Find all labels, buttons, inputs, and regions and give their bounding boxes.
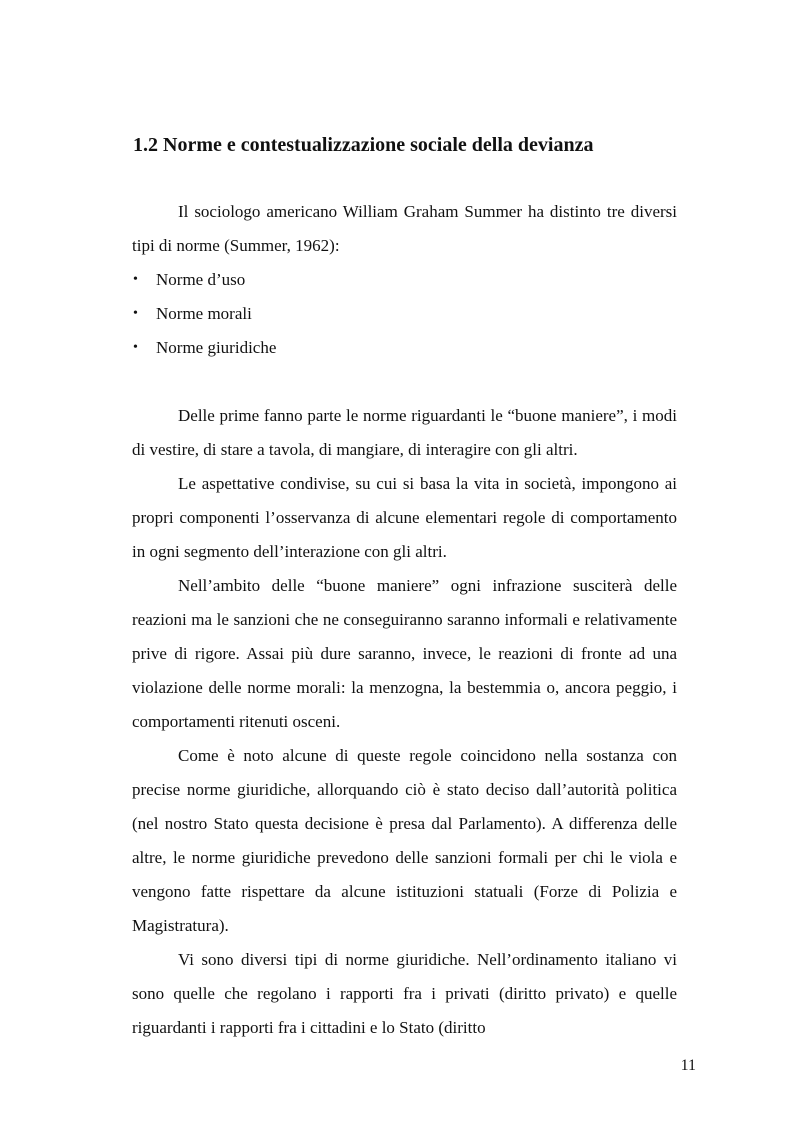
list-item-label: Norme morali <box>156 304 252 323</box>
paragraph-norme-giuridiche: Come è noto alcune di queste regole coincidono nella sostanza con precise norme giuridiche, allorquando ciò è stato deciso dall’autorità politica (nel nostro Stato questa decisione è presa dal Parlamento). A differenza delle altre, le norme giuridiche prevedono delle sanzioni formali per chi le viola e vengono fatte rispettare da alcune istituzioni statuali (Forze di Polizia e Magistratura). <box>132 746 677 935</box>
bullet-icon: • <box>133 272 138 287</box>
list-item <box>132 297 677 331</box>
paragraph-infrazioni: Nell’ambito delle “buone maniere” ogni infrazione susciterà delle reazioni ma le sanzioni che ne conseguiranno saranno informali e relativamente prive di rigore. Assai più dure saranno, invece, le reazioni di fronte ad una violazione delle norme morali: la menzogna, la bestemmia o, ancora peggio, i comportamenti ritenuti osceni. <box>132 576 677 731</box>
section-heading: 1.2 Norme e contestualizzazione sociale della devianza <box>133 134 594 156</box>
intro-paragraph: Il sociologo americano William Graham Summer ha distinto tre diversi tipi di norme (Summer, 1962): <box>132 202 677 255</box>
paragraph-aspettative: Le aspettative condivise, su cui si basa la vita in società, impongono ai propri componenti l’osservanza di alcune elementari regole di comportamento in ogni segmento dell’interazione con gli altri. <box>132 474 677 561</box>
norm-types-list <box>132 263 677 365</box>
list-item <box>132 263 677 297</box>
page-number: 11 <box>680 1057 696 1074</box>
paragraph-buone-maniere: Delle prime fanno parte le norme riguardanti le “buone maniere”, i modi di vestire, di stare a tavola, di mangiare, di interagire con gli altri. <box>132 406 677 459</box>
list-item <box>132 331 677 365</box>
paragraph-tipi-norme: Vi sono diversi tipi di norme giuridiche. Nell’ordinamento italiano vi sono quelle che regolano i rapporti fra i privati (diritto privato) e quelle riguardanti i rapporti fra i cittadini e lo Stato (diritto <box>132 950 677 1037</box>
bullet-icon: • <box>133 340 138 355</box>
bullet-icon: • <box>133 306 138 321</box>
list-item-label: Norme d’uso <box>156 270 246 289</box>
list-item-label: Norme giuridiche <box>156 338 277 357</box>
body-text <box>132 195 677 1045</box>
